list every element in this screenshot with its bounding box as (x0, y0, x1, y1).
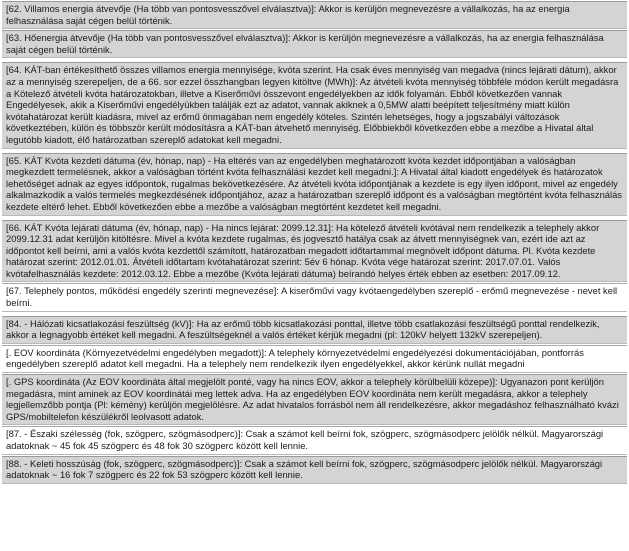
field-description-62: [62. Villamos energia átvevője (Ha több van pontosvesszővel elválasztva)]: Akkor is kerüljön megnevezésre a vállalkozás, ha az energia felhasználása saját cégen belül történik. (2, 1, 627, 29)
field-description-65: [65. KÁT Kvóta kezdeti dátuma (év, hónap, nap) - Ha eltérés van az engedélyben meghatározott kvóta kezdet időpontjában a valóságban megkezdett termelésnek, akkor a valóságban történt kvóta felhasználási kezdet kell megadni.]: A Hivatal által kiadott engedélyek és határozatok lehetőséget adnak az egyes időpontok, rugalmas bekövetkezésére. Az átvételi kvóta időpontjának a kezdete is egy ilyen időpont, mivel az engedély alkalmazkodik a valós termelés megkezdésének időpontjához, azaz a határozatban szereplő időpont és a valóságban megtörtént kvóta felhasználás kezdete eltérő lehet. Ebből következően ebbe a mezőbe a valóságban megtörtént kezdetet kell megadni. (2, 153, 627, 216)
field-description-66: [66. KÁT Kvóta lejárati dátuma (év, hónap, nap) - Ha nincs lejárat: 2099.12.31]: Ha kötelező átvételi kvótával nem rendelkezik a telephely akkor 2099.12.31 adat kerüljön kitöltésre. Mivel a kvóta kezdete rugalmas, és jogvesztő hatálya csak az átvett mennyiségnek van, ezért ide azt az időpontot kell beírni, ami a valós kvóta kezdettől számított, határozatban megadott időtartammal megnövelt időpont dátuma. Pl. Kvóta kezdete határozat szerint: 2012.01.01. Átvételi időtartam kvótahatározat szerint: 5év 6 hónap. Kvóta vége határozat szerint: 2017.07.01. Valós kvótafelhasználás kezdete: 2012.03.12. Ebbe a mezőbe (Kvóta lejárati dátuma) beírandó helyes érték ebben az esetben: 2017.09.12. (2, 220, 627, 283)
document-page (0, 1, 629, 551)
field-description-84: [84. - Hálózati kicsatlakozási feszültség (kV)]: Ha az erőmű több kicsatlakozási ponttal, illetve több csatlakozási feszültségű ponttal rendelkezik, akkor a legnagyobb értéket kell megadni. A feszültségeknél a valós értéket kérjük megadni (pl: 120kV helyett 132kV szerepeljen). (2, 316, 627, 344)
field-description-88: [88. - Keleti hosszúság (fok, szögperc, szögmásodperc)]: Csak a számot kell beírni fok, szögperc, szögmásodperc jelölők nélkül. Magyarországi adatoknak ~ 16 fok 7 szögperc és 22 fok 53 szögperc között kell lennie. (2, 456, 627, 484)
field-description-gps: [. GPS koordináta (Az EOV koordináta által megjelölt ponté, vagy ha nincs EOV, akkor a telephely körülbelüli közepe)]: Ugyanazon pont kerüljön megadásra, mint aminek az EOV koordinátái meg lettek adva. Ha az engedélyben EOV koordináta nem került megadásra, akkor a telephely legjellemzőbb pontja (Pl: kémény) kerüljön megjelölésre. Az adat hivatalos forrásból nem áll rendelkezésre, akkor megadáshoz felhasználható kvázi GPS/mobiltelefon készülékről leolvasott adatok. (2, 374, 627, 425)
field-description-87: [87. - Északi szélesség (fok, szögperc, szögmásodperc)]: Csak a számot kell beírni fok, szögperc, szögmásodperc jelölők nélkül. Magyarországi adatoknak ~ 45 fok 45 szögperc és 48 fok 30 szögperc között kell lennie. (2, 426, 627, 454)
field-description-67: [67. Telephely pontos, működési engedély szerinti megnevezése]: A kiserőművi vagy kvótaengedélyben szereplő - erőmű megnevezése - nevet kell beírni. (2, 283, 627, 311)
field-description-eov: [. EOV koordináta (Környezetvédelmi engedélyben megadott)]: A telephely környezetvédelmi engedélyezési dokumentációjában, pontforrás engedélyben szereplő adatot kell megadni. Ha a telephely nem rendelkezik ilyen engedélyekkel, akkor kérünk nullát megadni (2, 345, 627, 373)
field-description-64: [64. KÁT-ban értékesíthető összes villamos energia mennyisége, kvóta szerint. Ha csak éves mennyiség van megadva (nincs lejárati dátum), akkor az a mennyiség szerepeljen, de a 66. sor ezzel összhangban legyen kitöltve (MWh)]: Az átvételi kvóta mennyiség többféle módon került megadásra a Kötelező átvételi kvóta határozatokban, illetve a Kiserőművi összevont engedélyekben az idők folyamán. Ebből következően vannak Engedélyesek, akik a Kiserőművi engedélyükben találják ezt az adatot, vannak akiknek a 0,5MW alatti beépített teljesítmény miatt külön kvótahatározat került kiadásra, mivel az erőmű önmagában nem engedély köteles. Szintén lehetséges, hogy a jogszabályi változások következtében, külön és többször került módosításra a KÁT-ban átvehető mennyiség. Előbbiekből következően ebbe a mezőbe a Hivatal által legutóbb kiadott, élő határozatban szereplő adatokat kell megadni. (2, 62, 627, 148)
field-description-63: [63. Hőenergia átvevője (Ha több van pontosvesszővel elválasztva)]: Akkor is kerüljön megnevezésre a vállalkozás, ha az energia felhasználása saját cégen belül történik. (2, 30, 627, 58)
